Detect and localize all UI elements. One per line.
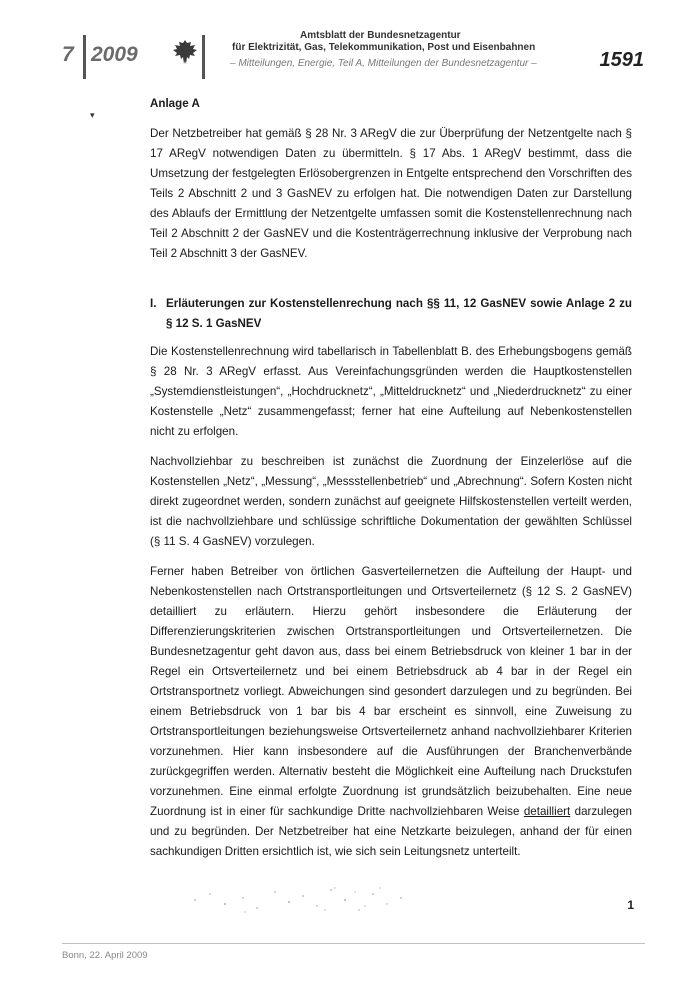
scan-artifact: ▾	[90, 110, 95, 120]
header-divider	[202, 35, 205, 79]
gazette-section-line: – Mitteilungen, Energie, Teil A, Mitteilungen der Bundesnetzagentur –	[230, 58, 537, 69]
page-number: 1591	[599, 49, 644, 71]
paragraph-text-before: Ferner haben Betreiber von örtlichen Gasverteilernetzen die Aufteilung der Haupt- und Nebenkostenstellen nach Ortstransportleitungen und Ortsverteilernetz (§ 12 S. 2 GasNEV) detailliert zu erläutern. Hierzu gehört insbesondere die Erläuterung der Differenzierungskriterien zwischen Ortstransportleitungen und Ortsverteilernetzen. Die Bundesnetzagentur geht davon aus, dass bei einem Betriebsdruck von kleiner 1 bar in der Regel ein Ortsverteilernetz und bei einem Betriebsdruck ab 4 bar in der Regel ein Ortstransportnetz vorliegt. Abweichungen sind gesondert darzulegen und zu begründen. Bei einem Betriebsdruck von 1 bar bis 4 bar erscheint es sinnvoll, eine Zuweisung zu Ortstransportleitungen beziehungsweise Ortsverteilernetz anhand nachvollziehbarer Kriterien vorzunehmen. Hier kann insbesondere auf die Ausführungen der Branchenverbände zurückgegriffen werden. Alternativ besteht die Möglichkeit eine Aufteilung nach Druckstufen vorzunehmen. Eine einmal erfolgte Zuordnung ist grundsätzlich beizubehalten. Eine neue Zuordnung ist in einer für sachkundige Dritte nachvollziehbaren Weise	[150, 565, 632, 818]
paragraph-distribution-networks	[150, 562, 632, 862]
gazette-subtitle: für Elektrizität, Gas, Telekommunikation, Post und Eisenbahnen	[232, 42, 536, 53]
issue-number: 7	[62, 43, 74, 66]
scan-noise	[185, 880, 420, 920]
underlined-term: detailliert	[523, 805, 571, 818]
section-heading	[150, 294, 632, 334]
federal-eagle-icon	[170, 37, 200, 67]
footer-rule	[62, 943, 645, 944]
paragraph-text-after: darzulegen und zu begründen. Der Netzbetreiber hat eine Netzkarte beizulegen, anhand der für einen sachkundigen Dritten ersichtlich ist, wie sich sein Leitungsnetz unterteilt.	[150, 805, 632, 858]
footer-date: Bonn, 22. April 2009	[62, 950, 148, 961]
section-number: I.	[150, 297, 157, 310]
paragraph-cost-centers: Die Kostenstellenrechnung wird tabellarisch in Tabellenblatt B. des Erhebungsbogens gemäß § 28 Nr. 3 ARegV erfasst. Aus Vereinfachungsgründen werden die Hauptkostenstellen „Systemdienstleistungen“, „Hochdrucknetz“, „Mitteldrucknetz“ und „Niederdrucknetz“ zu einer Kostenstelle „Netz“ zusammengefasst; ferner hat eine Aufteilung auf Nebenkostenstellen nicht zu erfolgen.	[150, 345, 632, 438]
gazette-title: Amtsblatt der Bundesnetzagentur	[300, 30, 461, 41]
annex-page-number: 1	[627, 898, 634, 912]
annex-title: Anlage A	[150, 97, 200, 110]
section-title: Erläuterungen zur Kostenstellenrechung nach §§ 11, 12 GasNEV sowie Anlage 2 zu § 12 S. 1 GasNEV	[166, 297, 632, 330]
intro-paragraph: Der Netzbetreiber hat gemäß § 28 Nr. 3 ARegV die zur Überprüfung der Netzentgelte nach § 17 ARegV notwendigen Daten zu übermitteln. § 17 Abs. 1 ARegV bestimmt, dass die Umsetzung der festgelegten Erlösobergrenzen in Entgelte entsprechend den Vorschriften des Teils 2 Abschnitt 2 und 3 GasNEV zu erfolgen hat. Die notwendigen Daten zur Darstellung des Ablaufs der Ermittlung der Netzentgelte umfassen somit die Kostenstellenrechnung nach Teil 2 Abschnitt 2 der GasNEV und die Kostenträgerrechnung inklusive der Verprobung nach Teil 2 Abschnitt 3 der GasNEV.	[150, 127, 632, 260]
document-body	[150, 94, 632, 872]
paragraph-allocation: Nachvollziehbar zu beschreiben ist zunächst die Zuordnung der Einzelerlöse auf die Kostenstellen „Netz“, „Messung“, „Messstellenbetrieb“ und „Abrechnung“. Sofern Kosten nicht direkt zugeordnet werden, sondern zunächst auf geeignete Hilfskostenstellen verteilt werden, ist die nachvollziehbare und schlüssige schriftliche Dokumentation der gewählten Schlüssel (§ 11 S. 4 GasNEV) vorzulegen.	[150, 455, 632, 548]
issue-divider	[83, 35, 86, 79]
issue-year: 2009	[91, 43, 138, 66]
